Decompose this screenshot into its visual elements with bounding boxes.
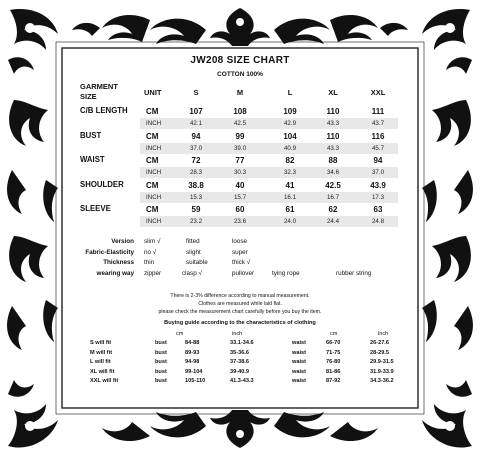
guide-inch: 37-38.6	[230, 359, 249, 366]
inch-value: 16.7	[326, 193, 340, 201]
inch-value: 34.6	[326, 169, 340, 176]
cm-value: 94	[373, 156, 383, 165]
guide-inch: 29.9-31.5	[370, 359, 394, 366]
size-header-m: M	[236, 88, 244, 97]
unit-cm: CM	[146, 180, 159, 190]
cm-value: 88	[328, 156, 338, 165]
guide-measure: bust	[155, 340, 167, 346]
attribute-value: super	[232, 248, 248, 256]
inch-value: 23.2	[189, 218, 203, 225]
row-label: SLEEVE	[80, 204, 111, 213]
size-header-xxl: XXL	[370, 88, 386, 97]
attribute-value: rubber string	[336, 269, 372, 277]
cm-value: 72	[191, 156, 201, 165]
inch-value: 15.7	[233, 193, 247, 201]
row-label: BUST	[80, 130, 102, 140]
attribute-value: fitted	[186, 238, 200, 245]
inch-value: 17.3	[371, 193, 385, 201]
guide-inch: 28-29.5	[370, 349, 389, 356]
attribute-label: Fabric-Elasticity	[85, 248, 134, 256]
guide-inch: 33.1-34.6	[230, 340, 254, 346]
attribute-value: slim √	[144, 238, 161, 245]
guide-size: XXL will fit	[90, 378, 119, 385]
guide-inch: 26-27.6	[370, 340, 389, 346]
row-label: C/B LENGTH	[80, 106, 128, 115]
guide-inch: 31.9-33.9	[370, 368, 394, 375]
guide-size: XL will fit	[90, 368, 115, 375]
cm-value: 109	[283, 107, 297, 116]
guide-cm: 87-92	[326, 378, 341, 385]
attribute-value: slight	[186, 248, 201, 256]
cm-value: 110	[326, 131, 340, 141]
cm-value: 43.9	[370, 180, 386, 190]
inch-value: 39.0	[233, 144, 247, 152]
cm-value: 107	[189, 107, 203, 116]
inch-value: 43.3	[326, 144, 340, 152]
inch-value: 45.7	[371, 144, 385, 152]
attribute-value: thick √	[232, 259, 251, 266]
cm-value: 59	[191, 205, 201, 214]
guide-cm: 99-104	[185, 368, 203, 375]
inch-value: 23.6	[233, 218, 247, 225]
guide-measure: waist	[292, 359, 306, 366]
inch-value: 42.1	[189, 120, 203, 127]
unit-cm: CM	[146, 205, 159, 214]
cm-value: 110	[326, 107, 340, 116]
size-header-l: L	[287, 88, 293, 97]
note-line: Clothes are measured while laid flat.	[198, 301, 282, 307]
attribute-value: suitable	[186, 259, 208, 266]
guide-cm: 66-70	[326, 340, 341, 346]
guide-cm: 105-110	[185, 378, 206, 385]
inch-value: 30.3	[233, 169, 247, 176]
guide-cm: 94-98	[185, 359, 200, 366]
inch-value: 40.9	[283, 144, 297, 152]
cm-value: 63	[373, 205, 383, 214]
guide-unit-header: cm	[330, 331, 338, 337]
inch-value: 28.3	[189, 169, 203, 176]
inch-value: 37.0	[371, 169, 385, 176]
inch-value: 43.7	[371, 120, 385, 127]
attribute-value: tying rope	[272, 269, 300, 277]
unit-inch: INCH	[146, 169, 162, 176]
size-header-s: S	[193, 88, 199, 97]
guide-measure: waist	[292, 378, 306, 385]
guide-measure: bust	[155, 368, 167, 375]
guide-cm: 89-93	[185, 349, 200, 356]
cm-value: 104	[283, 131, 297, 141]
inch-value: 32.3	[283, 169, 297, 176]
inch-value: 15.3	[189, 193, 203, 201]
unit-inch: INCH	[146, 144, 162, 152]
guide-measure: waist	[292, 349, 306, 356]
guide-measure: bust	[155, 378, 167, 385]
guide-size: S will fit	[90, 340, 112, 346]
buying-guide-title: Buying guide according to the characteristics of clothing	[164, 320, 316, 326]
attribute-value: loose	[232, 238, 248, 245]
guide-cm: 81-86	[326, 368, 341, 375]
cm-value: 77	[235, 156, 245, 165]
inch-value: 42.5	[233, 120, 247, 127]
inch-value: 42.9	[283, 120, 297, 127]
guide-measure: waist	[292, 340, 306, 346]
inch-value: 43.3	[326, 120, 340, 127]
row-label: SHOULDER	[80, 179, 124, 189]
unit-cm: CM	[146, 156, 159, 165]
inch-value: 24.4	[326, 218, 340, 225]
cm-value: 60	[235, 205, 245, 214]
inch-value: 24.8	[371, 218, 385, 225]
header-garment: GARMENT	[80, 82, 118, 91]
unit-inch: INCH	[146, 120, 162, 127]
cm-value: 116	[371, 131, 385, 141]
cm-value: 40	[235, 180, 245, 190]
guide-measure: bust	[155, 359, 167, 366]
guide-cm: 84-88	[185, 340, 200, 346]
cm-value: 42.5	[325, 180, 341, 190]
cm-value: 41	[285, 180, 295, 190]
cm-value: 108	[233, 107, 247, 116]
cm-value: 99	[235, 131, 245, 141]
cm-value: 82	[285, 156, 295, 165]
attribute-label: Version	[111, 238, 134, 245]
unit-cm: CM	[146, 131, 159, 141]
note-line: There is 2-3% difference according to manual measurement.	[170, 293, 310, 299]
attribute-value: thin	[144, 259, 155, 266]
guide-measure: waist	[292, 368, 306, 375]
row-label: WAIST	[80, 155, 105, 164]
guide-inch: 34.3-36.2	[370, 378, 394, 385]
size-header-xl: XL	[328, 88, 338, 97]
guide-inch: 41.3-43.3	[230, 378, 254, 385]
cm-value: 38.8	[188, 180, 204, 190]
inch-value: 24.0	[283, 218, 297, 225]
guide-unit-header: inch	[232, 331, 243, 337]
attribute-value: clasp √	[182, 269, 202, 277]
cm-value: 94	[191, 131, 201, 141]
cm-value: 62	[328, 205, 338, 214]
attribute-value: zipper	[144, 269, 162, 277]
header-size: SIZE	[80, 92, 97, 101]
inch-value: 16.1	[283, 193, 297, 201]
guide-size: L will fit	[90, 359, 111, 366]
chart-title: JW208 SIZE CHART	[190, 55, 290, 66]
attribute-value: no √	[144, 248, 157, 256]
guide-inch: 39-40.9	[230, 368, 249, 375]
fabric-composition: COTTON 100%	[217, 71, 263, 78]
guide-cm: 71-75	[326, 349, 341, 356]
note-line: please check the measurement chart carefully before you buy the item.	[158, 309, 322, 315]
inch-value: 37.0	[189, 144, 203, 152]
guide-unit-header: cm	[176, 331, 184, 337]
cm-value: 111	[371, 107, 385, 116]
guide-cm: 76-80	[326, 359, 341, 366]
unit-inch: INCH	[146, 218, 162, 225]
attribute-label: Thickness	[103, 259, 134, 266]
guide-size: M will fit	[90, 349, 113, 356]
unit-cm: CM	[146, 107, 159, 116]
cm-value: 61	[285, 205, 295, 214]
guide-unit-header: inch	[378, 331, 389, 337]
unit-inch: INCH	[146, 193, 162, 201]
guide-inch: 35-36.6	[230, 349, 249, 356]
guide-measure: bust	[155, 349, 167, 356]
header-unit: UNIT	[144, 88, 162, 97]
attribute-label: wearing way	[96, 269, 134, 277]
attribute-value: pullover	[232, 269, 255, 277]
